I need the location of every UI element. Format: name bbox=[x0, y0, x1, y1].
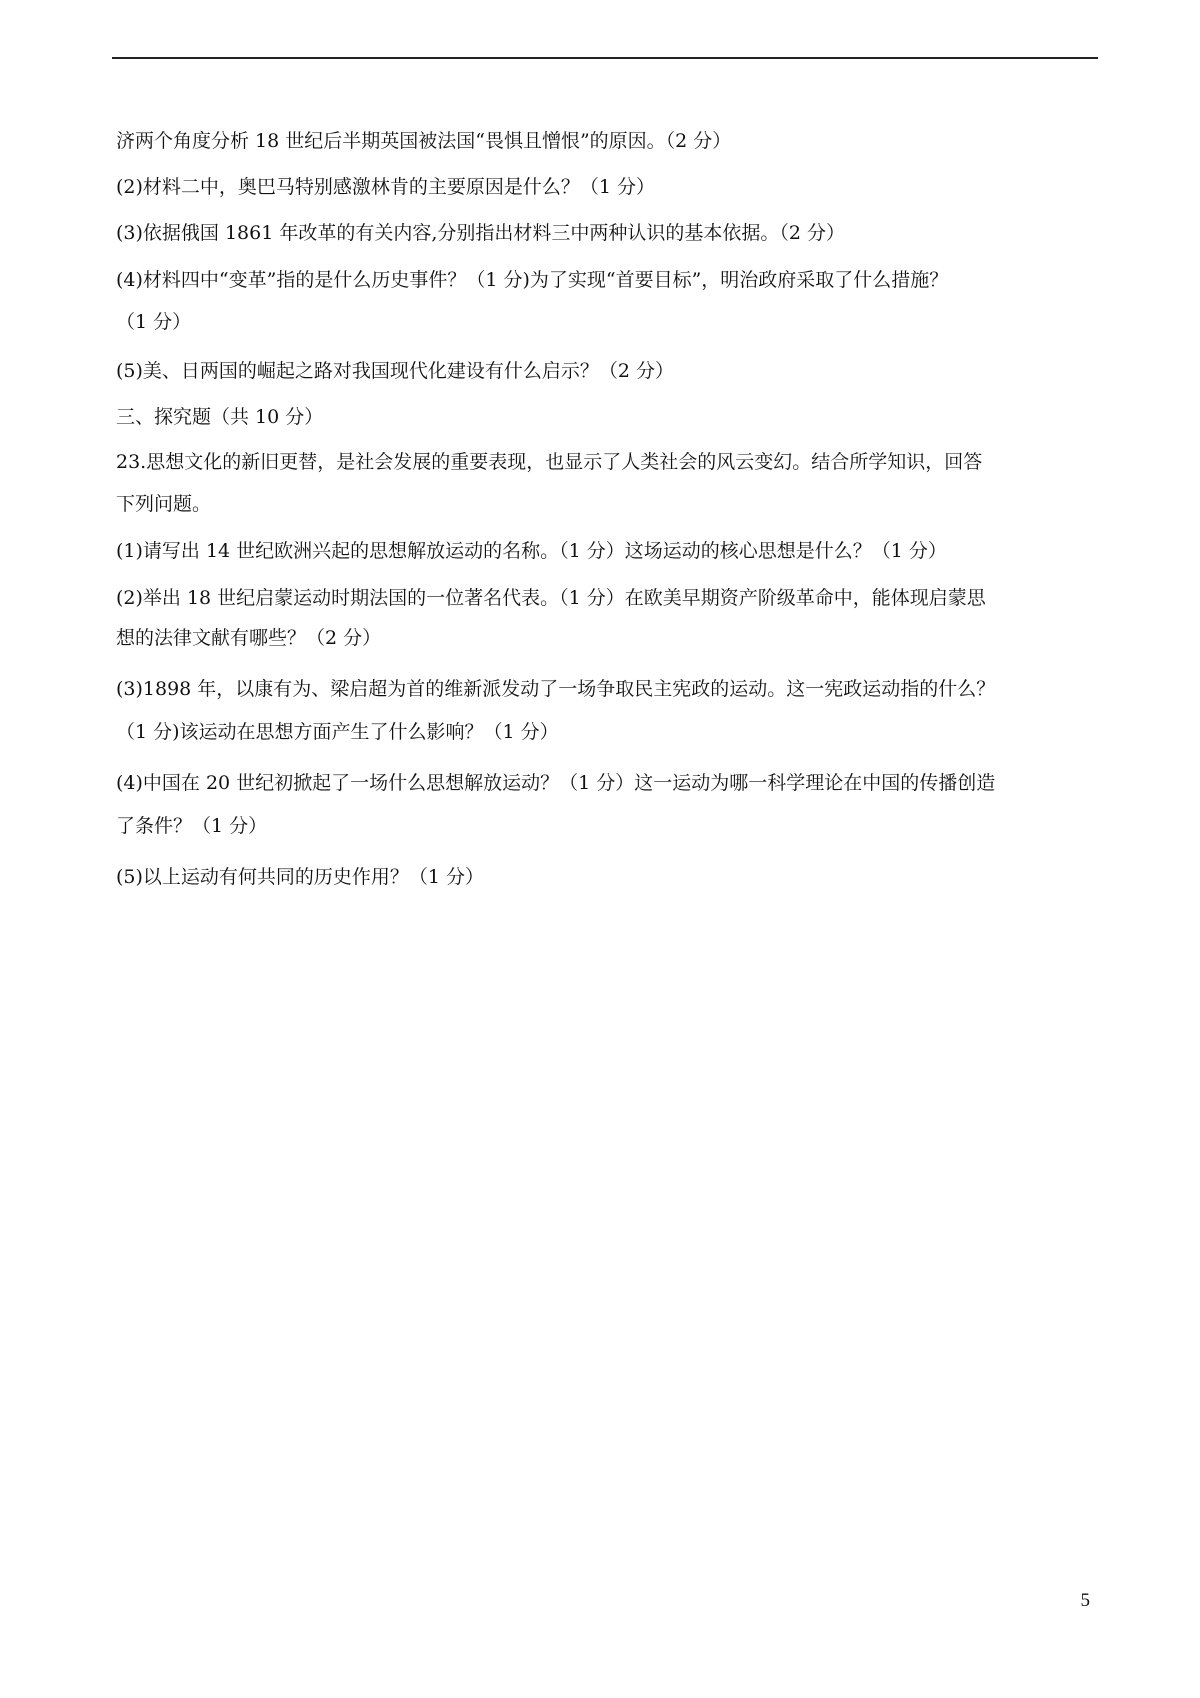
text-line: 了条件？（1 分） bbox=[116, 815, 268, 837]
text-line: (3)依据俄国 1861 年改革的有关内容,分别指出材料三中两种认识的基本依据。（2 分） bbox=[116, 222, 846, 244]
page-number: 5 bbox=[1080, 1590, 1090, 1611]
text-line: (2)举出 18 世纪启蒙运动时期法国的一位著名代表。（1 分）在欧美早期资产阶级革命中，能体现启蒙思 bbox=[116, 587, 986, 609]
text-line: 想的法律文献有哪些？（2 分） bbox=[116, 627, 382, 649]
section-heading: 三、探究题（共 10 分） bbox=[116, 406, 324, 428]
text-line: (5)以上运动有何共同的历史作用？（1 分） bbox=[116, 866, 485, 888]
text-line: (2)材料二中，奥巴马特别感激林肯的主要原因是什么？（1 分） bbox=[116, 176, 656, 198]
text-line: (4)中国在 20 世纪初掀起了一场什么思想解放运动？（1 分）这一运动为哪一科学理论在中国的传播创造 bbox=[116, 772, 996, 794]
page-body bbox=[116, 118, 1096, 900]
text-line: 下列问题。 bbox=[116, 493, 212, 515]
text-line: 23.思想文化的新旧更替，是社会发展的重要表现，也显示了人类社会的风云变幻。结合所学知识，回答 bbox=[116, 451, 983, 473]
text-line: (4)材料四中“变革”指的是什么历史事件？（1 分)为了实现“首要目标”，明治政府采取了什么措施？ bbox=[116, 269, 949, 291]
text-line: (3)1898 年，以康有为、梁启超为首的维新派发动了一场争取民主宪政的运动。这一宪政运动指的什么？ bbox=[116, 678, 996, 700]
text-line: (1)请写出 14 世纪欧洲兴起的思想解放运动的名称。（1 分）这场运动的核心思想是什么？（1 分） bbox=[116, 540, 947, 562]
text-line: （1 分)该运动在思想方面产生了什么影响？（1 分） bbox=[116, 721, 559, 743]
text-line: 济两个角度分析 18 世纪后半期英国被法国“畏惧且憎恨”的原因。（2 分） bbox=[116, 130, 732, 152]
text-line: (5)美、日两国的崛起之路对我国现代化建设有什么启示？（2 分） bbox=[116, 360, 675, 382]
header-rule bbox=[112, 57, 1098, 59]
text-line: （1 分） bbox=[116, 311, 192, 333]
